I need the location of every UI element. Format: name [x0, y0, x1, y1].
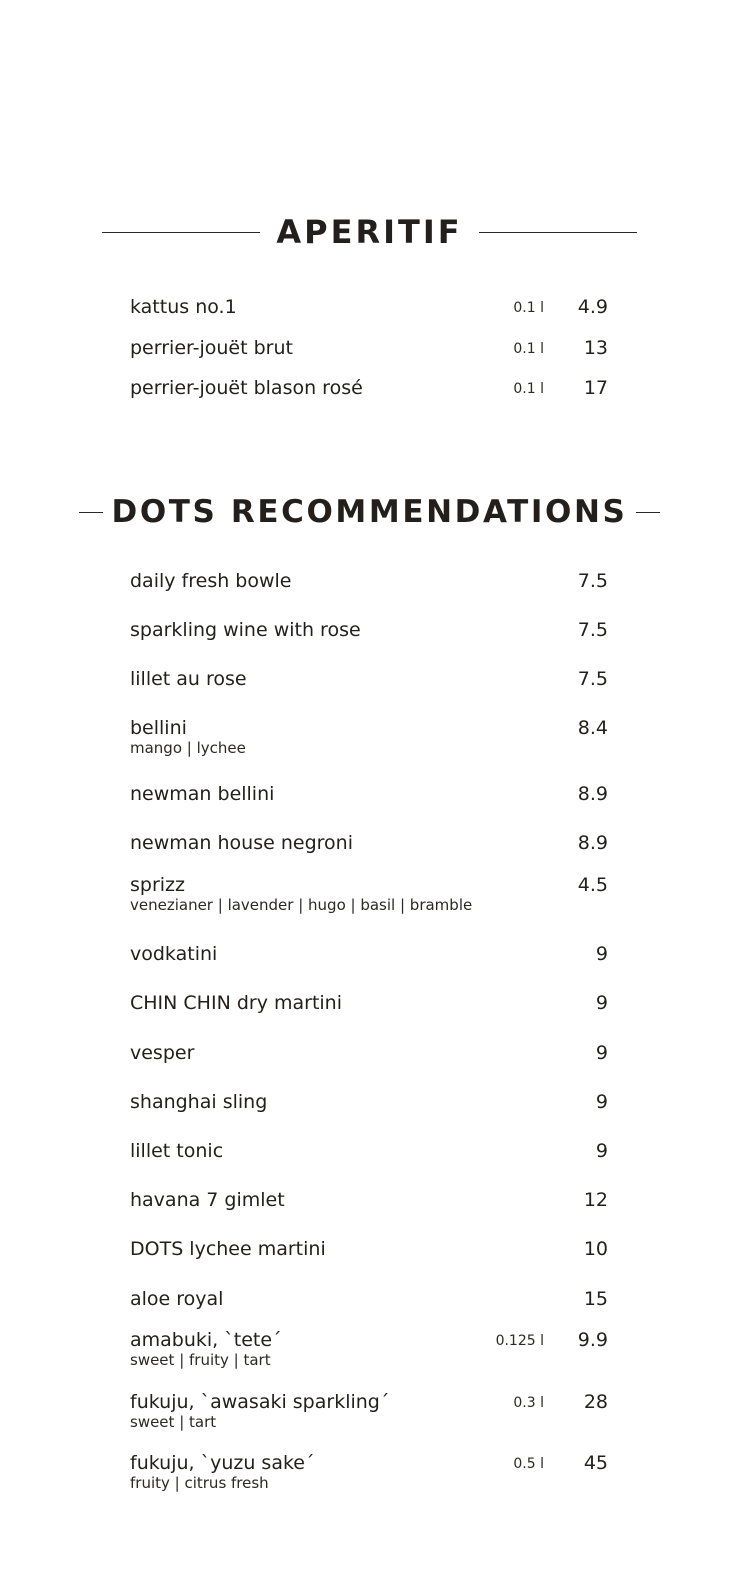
item-price: 9 — [595, 943, 608, 965]
item-name: fukuju, `yuzu sake´ — [130, 1452, 315, 1474]
item-name: newman bellini — [130, 783, 275, 805]
item-name: perrier-jouët blason rosé — [130, 377, 363, 399]
item-price: 13 — [583, 337, 608, 359]
item-price: 12 — [583, 1189, 608, 1211]
item-name: newman house negroni — [130, 832, 353, 854]
item-name: lillet tonic — [130, 1140, 224, 1162]
item-name: amabuki, `tete´ — [130, 1329, 282, 1351]
item-price: 8.4 — [577, 717, 608, 739]
item-description: sweet | tart — [130, 1413, 217, 1431]
item-price: 9 — [595, 992, 608, 1014]
item-price: 28 — [583, 1391, 608, 1413]
item-price: 9.9 — [577, 1329, 608, 1351]
item-price: 9 — [595, 1042, 608, 1064]
item-price: 7.5 — [577, 619, 608, 641]
item-volume: 0.125 l — [495, 1333, 544, 1349]
item-price: 9 — [595, 1091, 608, 1113]
item-description: fruity | citrus fresh — [130, 1474, 269, 1492]
item-name: shanghai sling — [130, 1091, 268, 1113]
item-price: 15 — [583, 1288, 608, 1310]
item-name: daily fresh bowle — [130, 570, 292, 592]
item-price: 45 — [583, 1452, 608, 1474]
dots-section-header — [0, 494, 739, 530]
divider-right — [479, 232, 637, 233]
item-description: venezianer | lavender | hugo | basil | bramble — [130, 896, 473, 914]
item-name: DOTS lychee martini — [130, 1238, 326, 1260]
item-description: mango | lychee — [130, 739, 246, 757]
item-description: sweet | fruity | tart — [130, 1351, 271, 1369]
item-price: 7.5 — [577, 668, 608, 690]
item-price: 7.5 — [577, 570, 608, 592]
item-volume: 0.5 l — [513, 1456, 544, 1472]
divider-right — [636, 512, 660, 513]
item-volume: 0.1 l — [513, 381, 544, 397]
item-volume: 0.1 l — [513, 300, 544, 316]
item-volume: 0.1 l — [513, 341, 544, 357]
item-price: 8.9 — [577, 832, 608, 854]
aperitif-section-header — [0, 213, 739, 251]
dots-title: DOTS RECOMMENDATIONS — [111, 494, 628, 530]
item-name: vodkatini — [130, 943, 218, 965]
divider-left — [79, 512, 103, 513]
item-name: bellini — [130, 717, 187, 739]
item-name: havana 7 gimlet — [130, 1189, 285, 1211]
aperitif-title: APERITIF — [276, 213, 463, 251]
item-price: 4.5 — [577, 874, 608, 896]
item-price: 4.9 — [577, 296, 608, 318]
item-name: kattus no.1 — [130, 296, 237, 318]
item-name: aloe royal — [130, 1288, 224, 1310]
item-name: sparkling wine with rose — [130, 619, 361, 641]
divider-left — [102, 232, 260, 233]
item-price: 17 — [583, 377, 608, 399]
item-name: fukuju, `awasaki sparkling´ — [130, 1391, 390, 1413]
item-price: 8.9 — [577, 783, 608, 805]
item-volume: 0.3 l — [513, 1395, 544, 1411]
item-name: lillet au rose — [130, 668, 247, 690]
item-name: sprizz — [130, 874, 185, 896]
item-name: perrier-jouët brut — [130, 337, 293, 359]
item-price: 10 — [583, 1238, 608, 1260]
item-price: 9 — [595, 1140, 608, 1162]
item-name: CHIN CHIN dry martini — [130, 992, 342, 1014]
item-name: vesper — [130, 1042, 195, 1064]
